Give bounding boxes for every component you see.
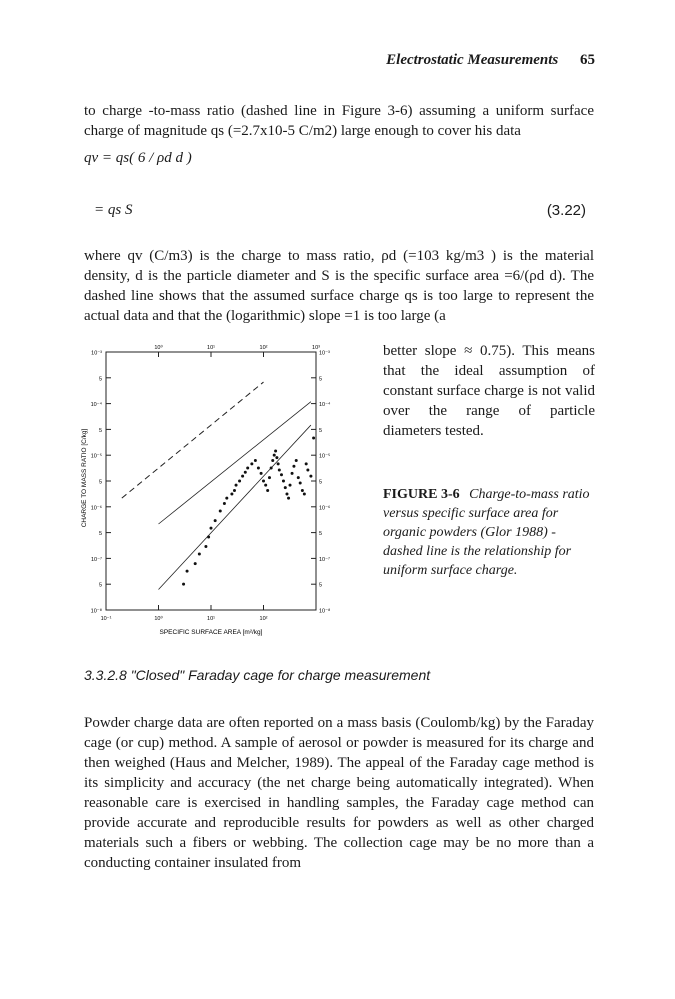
y-tick-label-left: 5 [98,427,102,434]
data-point [207,535,210,538]
data-point [254,459,257,462]
x-tick-label-top: 10³ [312,345,320,351]
paragraph-2: where qv (C/m3) is the charge to mass ratio, ρd (=103 kg/m3 ) is the material density, d is the particle diameter and S is the specific surface area =6/(ρd d). The dashed line shows that the assumed surface charge qs is too large to represent the actual data and that the (logarithmic) slope =1 is too large (a [84,248,594,324]
data-point [186,570,189,573]
figure-caption-text: Charge-to-mass ratio versus specific surface area for organic powders (Glor 1988) - dashed line is the relationship for uniform surface charge. [383,487,590,578]
x-tick-label-bottom: 10² [259,616,268,622]
equation-number: (3.22) [546,202,586,219]
data-point [225,497,228,500]
paragraph-1: to charge -to-mass ratio (dashed line in Figure 3-6) assuming a uniform surface charge of magnitude qs (=2.7x10-5 C/m2) large enough to cover his data [84,103,594,139]
data-point [230,492,233,495]
dashed-line-uniform-charge [122,382,264,498]
y-tick-label-right: 5 [319,376,323,383]
data-point [257,467,260,470]
data-point [233,489,236,492]
data-point [275,456,278,459]
data-point [266,489,269,492]
data-point [291,472,294,475]
data-point [182,583,185,586]
data-point [274,449,277,452]
y-tick-label-left: 10⁻³ [91,350,102,357]
data-point [241,475,244,478]
y-tick-label-right: 5 [319,582,323,589]
y-tick-label-right: 10⁻³ [319,350,330,357]
y-tick-label-left: 5 [98,479,102,486]
y-tick-label-right: 10⁻⁴ [319,402,331,409]
data-point [198,553,201,556]
x-axis-label: SPECIFIC SURFACE AREA [m²/kg] [159,629,263,636]
data-point [297,476,300,479]
y-tick-label-right: 10⁻⁵ [319,453,331,460]
y-tick-label-right: 10⁻⁷ [319,556,331,563]
data-point [295,459,298,462]
data-point [204,545,207,548]
y-tick-label-left: 5 [98,531,102,538]
section-heading: 3.3.2.8 "Closed" Faraday cage for charge measurement [84,667,431,683]
data-point [282,480,285,483]
data-point [214,519,217,522]
y-tick-label-right: 10⁻⁸ [319,608,331,615]
y-tick-label-right: 5 [319,531,323,538]
data-point [223,502,226,505]
y-tick-label-left: 5 [98,376,102,383]
page-number: 65 [580,52,595,68]
data-point [244,471,247,474]
y-tick-label-left: 10⁻⁸ [90,608,102,615]
data-point [280,473,283,476]
x-tick-label-top: 10⁰ [154,345,163,351]
equation-3-22 [84,150,594,230]
data-point [287,497,290,500]
data-point [301,489,304,492]
data-point [238,480,241,483]
data-point [285,492,288,495]
data-point [246,467,249,470]
data-point [303,492,306,495]
paragraph-3: Powder charge data are often reported on a mass basis (Coulomb/kg) by the Faraday cage (or cup) method. A sample of aerosol or powder is measured for its charge and then weighed (Haus and Melcher, 1989). The appeal of the Faraday cage method is its simplicity and accuracy (the net charge being automatically integrated). When reasonable care is exercised in handling samples, the Faraday cage method can provide accurate and reproducible results for powders as well as other charged materials such a fibers or webbing. The collection cage may be no more than a conducting container insulated from [84,715,594,871]
data-point [284,486,287,489]
data-point [305,462,308,465]
x-tick-label-bottom: 10⁰ [154,616,163,622]
data-point [260,472,263,475]
x-tick-label-bottom: 10¹ [207,616,215,622]
y-axis-label: CHARGE TO MASS RATIO [C/kg] [81,428,88,528]
data-point [289,484,292,487]
data-point [309,475,312,478]
y-tick-label-left: 10⁻⁶ [90,505,102,512]
data-point [250,462,253,465]
data-point [210,527,213,530]
data-point [273,454,276,457]
header-title: Electrostatic Measurements [386,52,559,68]
x-tick-label-bottom: 10⁻¹ [100,616,112,622]
data-point [235,484,238,487]
data-point [219,510,222,513]
y-tick-label-right: 5 [319,479,323,486]
data-point [194,562,197,565]
data-point [268,476,271,479]
solid-fit-line [159,425,311,589]
x-tick-label-top: 10² [259,345,268,351]
y-tick-label-right: 5 [319,427,323,434]
data-point [270,467,273,470]
data-point [292,465,295,468]
y-tick-label-right: 10⁻⁶ [319,505,331,512]
figure-caption [383,485,593,580]
figure-label: FIGURE 3-6 [383,487,460,502]
equation-line-1: qv = qs( 6 / ρd d ) [84,150,192,166]
solid-fit-line [159,402,311,524]
data-point [277,462,280,465]
data-point [299,481,302,484]
data-point [264,484,267,487]
data-point [262,480,265,483]
data-point [271,459,274,462]
y-tick-label-left: 5 [98,582,102,589]
data-point [312,437,315,440]
x-tick-label-top: 10¹ [207,345,215,351]
scatter-chart [74,340,354,650]
data-point [306,469,309,472]
equation-line-2: = qs S [94,202,133,218]
running-header [386,52,595,69]
data-point [278,469,281,472]
paragraph-2-cont: better slope ≈ 0.75). This means that the ideal assumption of constant surface charge is not valid over the range of particle diameters tested. [383,343,595,439]
y-tick-label-left: 10⁻⁵ [90,453,102,460]
y-tick-label-left: 10⁻⁴ [90,402,102,409]
y-tick-label-left: 10⁻⁷ [90,556,102,563]
